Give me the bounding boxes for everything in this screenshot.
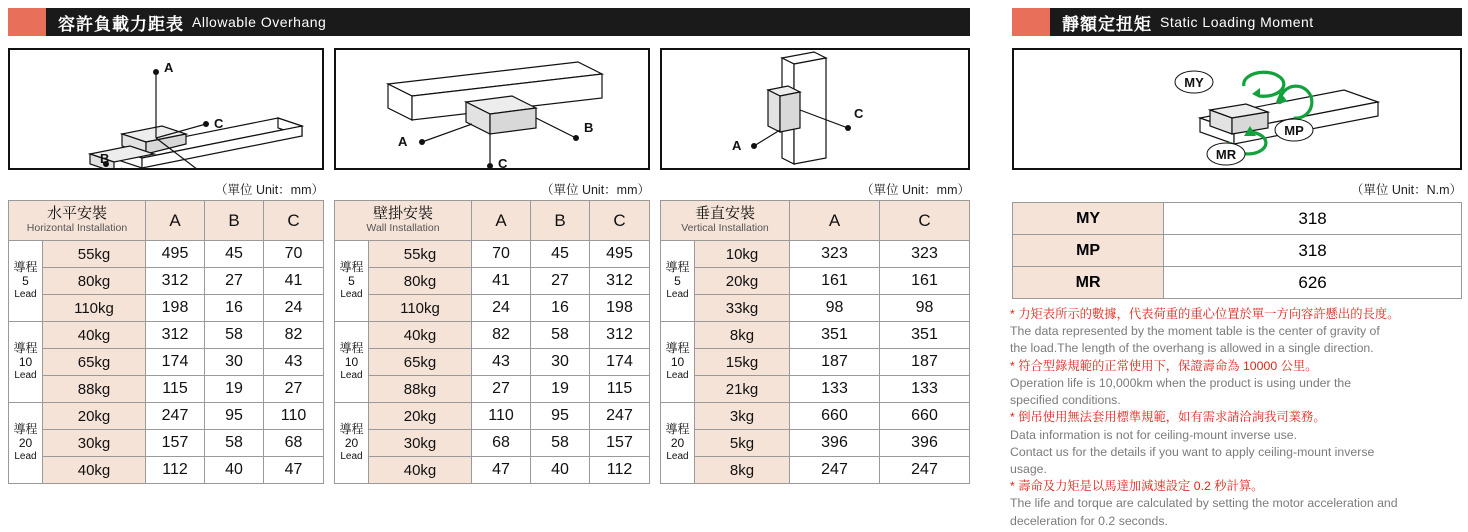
table-title-en: Wall Installation <box>366 221 440 234</box>
lead-label-cn: 導程 <box>339 341 364 356</box>
lead-label-en: Lead <box>340 289 363 301</box>
value-cell: 312 <box>146 322 205 349</box>
value-cell: 41 <box>264 268 324 295</box>
value-cell: 115 <box>590 376 650 403</box>
load-cell: 33kg <box>695 295 790 322</box>
value-cell: 68 <box>264 430 324 457</box>
lead-group-cell <box>661 322 695 403</box>
value-cell: 45 <box>531 241 590 268</box>
value-cell: 58 <box>531 430 590 457</box>
value-cell: 68 <box>472 430 531 457</box>
value-cell: 98 <box>880 295 970 322</box>
section-title-en-right: Static Loading Moment <box>1160 14 1314 30</box>
column-header-b: B <box>531 201 590 241</box>
value-cell: 27 <box>205 268 264 295</box>
lead-group-cell <box>335 403 369 484</box>
lead-label-cn: 導程 <box>13 341 38 356</box>
table-row <box>9 322 324 349</box>
moment-value: 318 <box>1164 203 1462 235</box>
value-cell: 43 <box>264 349 324 376</box>
static-loading-moment-table <box>1012 202 1462 299</box>
value-cell: 58 <box>205 322 264 349</box>
accent-tab <box>8 8 46 36</box>
svg-text:A: A <box>164 60 174 75</box>
lead-label-en: Lead <box>340 370 363 382</box>
svg-text:MP: MP <box>1284 123 1304 138</box>
svg-text:C: C <box>498 156 508 168</box>
value-cell: 247 <box>146 403 205 430</box>
column-header-a: A <box>790 201 880 241</box>
value-cell: 174 <box>590 349 650 376</box>
table-row <box>335 457 650 484</box>
value-cell: 495 <box>146 241 205 268</box>
lead-label-en: Lead <box>666 289 689 301</box>
table-row <box>335 268 650 295</box>
table-row <box>661 430 970 457</box>
horizontal-installation-diagram <box>8 48 324 170</box>
table-header-row <box>335 201 650 241</box>
value-cell: 24 <box>264 295 324 322</box>
load-cell: 80kg <box>43 268 146 295</box>
load-cell: 30kg <box>369 430 472 457</box>
column-header-c: C <box>264 201 324 241</box>
note-line: The life and torque are calculated by setting the motor acceleration and <box>1010 496 1398 511</box>
lead-value: 5 <box>22 274 29 289</box>
svg-text:C: C <box>854 106 864 121</box>
load-cell: 20kg <box>695 268 790 295</box>
value-cell: 133 <box>880 376 970 403</box>
load-cell: 21kg <box>695 376 790 403</box>
value-cell: 312 <box>146 268 205 295</box>
wall-installation-diagram <box>334 48 650 170</box>
unit-label-vertical: （單位 Unit：mm） <box>860 183 970 197</box>
svg-text:A: A <box>398 134 408 149</box>
load-cell: 8kg <box>695 457 790 484</box>
lead-label-en: Lead <box>14 289 37 301</box>
table-title-cell <box>661 201 790 241</box>
value-cell: 396 <box>790 430 880 457</box>
table-row <box>9 349 324 376</box>
table-row <box>1013 203 1462 235</box>
value-cell: 19 <box>531 376 590 403</box>
lead-group-cell <box>335 241 369 322</box>
value-cell: 312 <box>590 268 650 295</box>
svg-text:B: B <box>584 120 594 135</box>
column-header-c: C <box>590 201 650 241</box>
lead-label-cn: 導程 <box>665 260 690 275</box>
table-header-row <box>9 201 324 241</box>
load-cell: 40kg <box>43 457 146 484</box>
value-cell: 43 <box>472 349 531 376</box>
load-cell: 110kg <box>43 295 146 322</box>
value-cell: 247 <box>790 457 880 484</box>
table-row <box>661 349 970 376</box>
load-cell: 80kg <box>369 268 472 295</box>
lead-label-en: Lead <box>666 451 689 463</box>
column-header-a: A <box>472 201 531 241</box>
table-row <box>661 457 970 484</box>
value-cell: 198 <box>146 295 205 322</box>
svg-text:MY: MY <box>1184 75 1204 90</box>
moment-label: MR <box>1013 267 1164 299</box>
table-title-en: Horizontal Installation <box>26 221 128 234</box>
table-row <box>335 295 650 322</box>
table-row <box>9 268 324 295</box>
note-line: usage. <box>1010 461 1047 476</box>
lead-label-cn: 導程 <box>339 260 364 275</box>
value-cell: 70 <box>472 241 531 268</box>
note-line: * 符合型錄規範的正常使用下，保證壽命為 10000 公里。 <box>1010 358 1318 373</box>
unit-label-moment: （單位 Unit：N.m） <box>1350 183 1462 197</box>
load-cell: 88kg <box>43 376 146 403</box>
value-cell: 58 <box>531 322 590 349</box>
header-titles <box>46 8 326 36</box>
value-cell: 187 <box>880 349 970 376</box>
svg-text:A: A <box>732 138 742 153</box>
table-row <box>661 295 970 322</box>
note-line: * 倒吊使用無法套用標準規範，如有需求請洽詢我司業務。 <box>1010 410 1326 425</box>
value-cell: 47 <box>264 457 324 484</box>
load-cell: 65kg <box>369 349 472 376</box>
moment-value: 318 <box>1164 235 1462 267</box>
load-cell: 55kg <box>369 241 472 268</box>
svg-text:C: C <box>214 116 224 131</box>
header-titles-right <box>1050 8 1314 36</box>
column-header-b: B <box>205 201 264 241</box>
table-row <box>661 403 970 430</box>
allowable-overhang-section-header <box>8 8 970 36</box>
wall-installation-table <box>334 200 650 484</box>
load-cell: 10kg <box>695 241 790 268</box>
value-cell: 47 <box>472 457 531 484</box>
value-cell: 396 <box>880 430 970 457</box>
load-cell: 3kg <box>695 403 790 430</box>
load-cell: 8kg <box>695 322 790 349</box>
table-row <box>9 430 324 457</box>
accent-tab-right <box>1012 8 1050 36</box>
horizontal-installation-table <box>8 200 324 484</box>
lead-value: 10 <box>18 355 33 370</box>
value-cell: 157 <box>146 430 205 457</box>
value-cell: 40 <box>205 457 264 484</box>
moment-label: MP <box>1013 235 1164 267</box>
value-cell: 45 <box>205 241 264 268</box>
value-cell: 161 <box>880 268 970 295</box>
load-cell: 40kg <box>43 322 146 349</box>
value-cell: 323 <box>880 241 970 268</box>
value-cell: 323 <box>790 241 880 268</box>
lead-value: 5 <box>348 274 355 289</box>
lead-group-cell <box>661 241 695 322</box>
lead-label-en: Lead <box>340 451 363 463</box>
load-cell: 20kg <box>43 403 146 430</box>
lead-group-cell <box>9 322 43 403</box>
section-title-en: Allowable Overhang <box>192 14 327 30</box>
value-cell: 70 <box>264 241 324 268</box>
value-cell: 660 <box>880 403 970 430</box>
value-cell: 30 <box>531 349 590 376</box>
load-cell: 40kg <box>369 457 472 484</box>
vertical-installation-table <box>660 200 970 484</box>
lead-value: 20 <box>670 436 685 451</box>
lead-value: 5 <box>674 274 681 289</box>
value-cell: 161 <box>790 268 880 295</box>
lead-group-cell <box>9 241 43 322</box>
table-header-row <box>661 201 970 241</box>
column-header-c: C <box>880 201 970 241</box>
value-cell: 40 <box>531 457 590 484</box>
value-cell: 98 <box>790 295 880 322</box>
value-cell: 174 <box>146 349 205 376</box>
lead-group-cell <box>661 403 695 484</box>
table-title-cell <box>9 201 146 241</box>
value-cell: 198 <box>590 295 650 322</box>
lead-label-cn: 導程 <box>13 260 38 275</box>
table-row <box>9 457 324 484</box>
note-line: The data represented by the moment table is the center of gravity of <box>1010 324 1380 339</box>
lead-value: 20 <box>18 436 33 451</box>
value-cell: 133 <box>790 376 880 403</box>
lead-value: 10 <box>670 355 685 370</box>
value-cell: 41 <box>472 268 531 295</box>
value-cell: 110 <box>472 403 531 430</box>
value-cell: 157 <box>590 430 650 457</box>
value-cell: 495 <box>590 241 650 268</box>
load-cell: 20kg <box>369 403 472 430</box>
lead-label-en: Lead <box>666 370 689 382</box>
value-cell: 112 <box>146 457 205 484</box>
load-cell: 110kg <box>369 295 472 322</box>
note-line: * 壽命及力矩是以馬達加減速設定 0.2 秒計算。 <box>1010 479 1264 494</box>
table-row <box>335 403 650 430</box>
value-cell: 660 <box>790 403 880 430</box>
load-cell: 40kg <box>369 322 472 349</box>
table-row <box>335 241 650 268</box>
value-cell: 112 <box>590 457 650 484</box>
note-line: specified conditions. <box>1010 393 1121 408</box>
table-row <box>335 430 650 457</box>
load-cell: 88kg <box>369 376 472 403</box>
value-cell: 115 <box>146 376 205 403</box>
static-loading-moment-diagram <box>1012 48 1462 170</box>
lead-label-cn: 導程 <box>665 422 690 437</box>
lead-label-en: Lead <box>14 370 37 382</box>
table-row <box>661 241 970 268</box>
column-header-a: A <box>146 201 205 241</box>
table-row <box>1013 235 1462 267</box>
value-cell: 82 <box>264 322 324 349</box>
value-cell: 30 <box>205 349 264 376</box>
table-row <box>335 322 650 349</box>
note-line: Operation life is 10,000km when the product is using under the <box>1010 375 1352 390</box>
lead-label-en: Lead <box>14 451 37 463</box>
value-cell: 58 <box>205 430 264 457</box>
lead-value: 20 <box>344 436 359 451</box>
lead-group-cell <box>335 322 369 403</box>
value-cell: 95 <box>531 403 590 430</box>
note-line: * 力矩表所示的數據，代表荷重的重心位置於單一方向容許懸出的長度。 <box>1010 307 1400 321</box>
note-line: the load.The length of the overhang is allowed in a single direction. <box>1010 341 1374 356</box>
load-cell: 55kg <box>43 241 146 268</box>
svg-text:MR: MR <box>1215 147 1237 162</box>
value-cell: 27 <box>264 376 324 403</box>
note-line: deceleration for 0.2 seconds. <box>1010 513 1168 528</box>
load-cell: 15kg <box>695 349 790 376</box>
value-cell: 27 <box>472 376 531 403</box>
table-row <box>661 376 970 403</box>
table-row <box>1013 267 1462 299</box>
table-row <box>9 295 324 322</box>
table-title-cn: 壁掛安裝 <box>372 205 433 223</box>
table-title-en: Vertical Installation <box>681 221 769 234</box>
note-line: Contact us for the details if you want to apply ceiling-mount inverse <box>1010 444 1375 459</box>
table-row <box>9 403 324 430</box>
table-row <box>335 376 650 403</box>
load-cell: 30kg <box>43 430 146 457</box>
moment-value: 626 <box>1164 267 1462 299</box>
table-row <box>9 376 324 403</box>
value-cell: 24 <box>472 295 531 322</box>
value-cell: 351 <box>880 322 970 349</box>
table-row <box>661 322 970 349</box>
section-title-cn: 容許負載力距表 <box>58 14 184 34</box>
table-title-cell <box>335 201 472 241</box>
lead-label-cn: 導程 <box>665 341 690 356</box>
table-row <box>335 349 650 376</box>
value-cell: 110 <box>264 403 324 430</box>
lead-group-cell <box>9 403 43 484</box>
unit-label-horizontal: （單位 Unit：mm） <box>214 183 324 197</box>
table-row <box>661 268 970 295</box>
value-cell: 312 <box>590 322 650 349</box>
lead-label-cn: 導程 <box>13 422 38 437</box>
value-cell: 16 <box>531 295 590 322</box>
value-cell: 82 <box>472 322 531 349</box>
moment-label: MY <box>1013 203 1164 235</box>
lead-label-cn: 導程 <box>339 422 364 437</box>
table-title-cn: 垂直安裝 <box>694 205 755 223</box>
value-cell: 16 <box>205 295 264 322</box>
value-cell: 247 <box>590 403 650 430</box>
value-cell: 247 <box>880 457 970 484</box>
section-title-cn-right: 靜額定扭矩 <box>1062 14 1152 34</box>
unit-label-wall: （單位 Unit：mm） <box>540 183 650 197</box>
table-row <box>9 241 324 268</box>
static-loading-moment-section-header <box>1012 8 1462 36</box>
value-cell: 187 <box>790 349 880 376</box>
value-cell: 95 <box>205 403 264 430</box>
value-cell: 351 <box>790 322 880 349</box>
lead-value: 10 <box>344 355 359 370</box>
value-cell: 19 <box>205 376 264 403</box>
note-line: Data information is not for ceiling-mount inverse use. <box>1010 427 1298 442</box>
value-cell: 27 <box>531 268 590 295</box>
notes-block <box>1010 306 1468 530</box>
svg-text:B: B <box>100 151 110 166</box>
table-title-cn: 水平安裝 <box>46 205 107 223</box>
vertical-installation-diagram <box>660 48 970 170</box>
load-cell: 65kg <box>43 349 146 376</box>
load-cell: 5kg <box>695 430 790 457</box>
